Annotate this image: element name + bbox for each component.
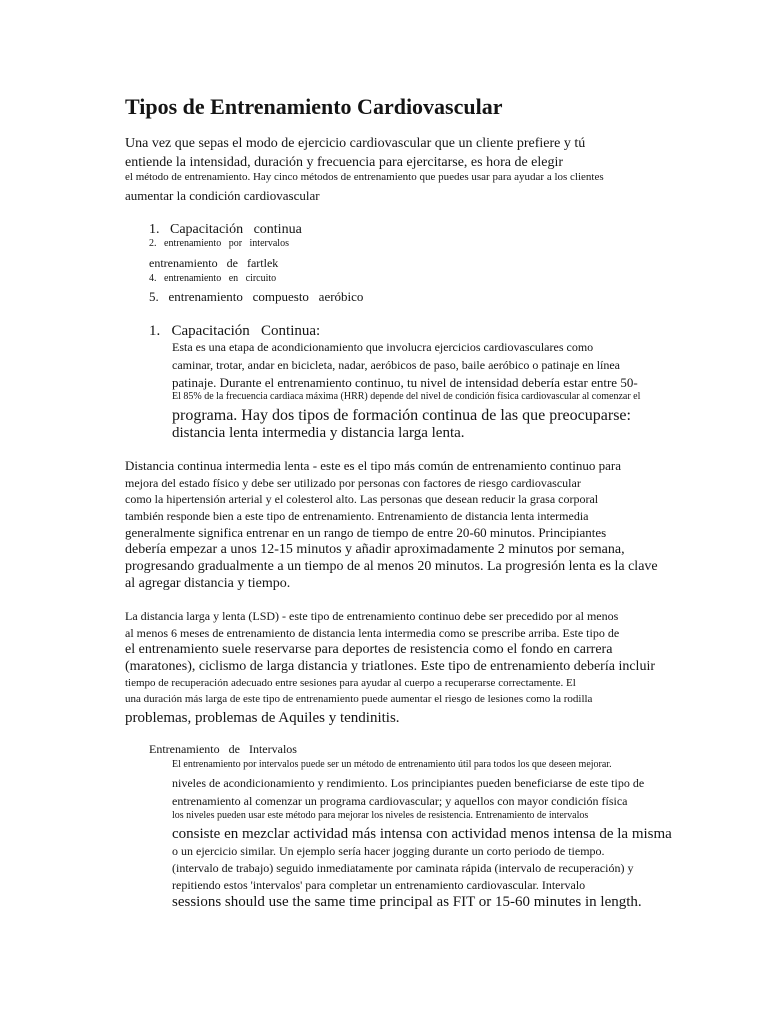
intervals-line: sessions should use the same time principal as FIT or 15-60 minutes in length. [172,894,642,910]
intervals-line: consiste en mezclar actividad más intensa con actividad menos intensa de la misma [172,826,672,842]
continuous-line: patinaje. Durante el entrenamiento continuo, tu nivel de intensidad debería estar entre 50- [172,375,638,390]
lsd-line: el entrenamiento suele reservarse para deportes de resistencia como el fondo en carrera [125,642,613,657]
continuous-line: distancia lenta intermedia y distancia larga lenta. [172,425,465,441]
continuous-line: Esta es una etapa de acondicionamiento que involucra ejercicios cardiovasculares como [172,340,594,354]
lsd-line: problemas, problemas de Aquiles y tendinitis. [125,710,400,726]
intro-line: aumentar la condición cardiovascular [125,188,320,203]
lsd-line: (maratones), ciclismo de larga distancia y triatlones. Este tipo de entrenamiento debería incluir [125,659,655,674]
intermediate-line: generalmente significa entrenar en un rango de tiempo de entre 20-60 minutos. Principiantes [125,525,607,540]
intermediate-line: también responde bien a este tipo de entrenamiento. Entrenamiento de distancia lenta intermedia [125,509,589,523]
intermediate-line: como la hipertensión arterial y el colesterol alto. Las personas que desean reducir la grasa corporal [125,492,599,506]
lsd-line: una duración más larga de este tipo de entrenamiento puede aumentar el riesgo de lesiones como la rodilla [125,693,593,705]
continuous-line: programa. Hay dos tipos de formación continua de las que preocuparse: [172,407,631,424]
lsd-line: La distancia larga y lenta (LSD) - este tipo de entrenamiento continuo debe ser precedido por al menos [125,609,619,623]
intervals-line: (intervalo de trabajo) seguido inmediatamente por caminata rápida (intervalo de recuperación) y [172,861,634,875]
intervals-line: El entrenamiento por intervalos puede ser un método de entrenamiento útil para todos los que deseen mejorar. [172,759,612,770]
continuous-line: El 85% de la frecuencia cardiaca máxima (HRR) depende del nivel de condición física cardiovascular al comenzar el [172,391,641,402]
intro-line: entiende la intensidad, duración y frecuencia para ejercitarse, es hora de elegir [125,155,564,170]
intermediate-line: debería empezar a unos 12-15 minutos y añadir aproximadamente 2 minutos por semana, [125,542,625,557]
intermediate-line: mejora del estado físico y debe ser utilizado por personas con factores de riesgo cardiovascular [125,476,581,490]
lsd-line: tiempo de recuperación adecuado entre sesiones para ayudar al cuerpo a recuperarse correctamente. El [125,677,576,689]
method-list-item: 5. entrenamiento compuesto aeróbico [149,289,364,304]
intro-line: Una vez que sepas el modo de ejercicio cardiovascular que un cliente prefiere y tú [125,136,586,151]
intermediate-line: al agregar distancia y tiempo. [125,576,291,591]
intermediate-line: Distancia continua intermedia lenta - este es el tipo más común de entrenamiento continuo para [125,458,621,473]
lsd-line: al menos 6 meses de entrenamiento de distancia lenta intermedia como se prescribe arriba. Este tipo de [125,626,620,640]
method-list-item: 4. entrenamiento en circuito [149,273,277,284]
page-title: Tipos de Entrenamiento Cardiovascular [125,94,503,119]
intervals-line: los niveles pueden usar este método para mejorar los niveles de resistencia. Entrenamiento de intervalos [172,810,589,821]
intervals-line: entrenamiento al comenzar un programa cardiovascular; y aquellos con mayor condición física [172,794,628,808]
method-list-item: entrenamiento de fartlek [149,256,279,270]
section-heading-continuous: 1. Capacitación Continua: [149,323,321,339]
section-heading-intervals: Entrenamiento de Intervalos [149,742,297,756]
intro-line: el método de entrenamiento. Hay cinco métodos de entrenamiento que puedes usar para ayudar a los clientes [125,171,604,183]
intervals-line: o un ejercicio similar. Un ejemplo sería hacer jogging durante un corto periodo de tiempo. [172,844,605,858]
continuous-line: caminar, trotar, andar en bicicleta, nadar, aeróbicos de paso, baile aeróbico o patinaje en línea [172,358,621,372]
intervals-line: niveles de acondicionamiento y rendimiento. Los principiantes pueden beneficiarse de este tipo de [172,776,645,790]
method-list-item: 2. entrenamiento por intervalos [149,238,289,249]
intervals-line: repitiendo estos 'intervalos' para completar un entrenamiento cardiovascular. Intervalo [172,878,586,892]
intermediate-line: progresando gradualmente a un tiempo de al menos 20 minutos. La progresión lenta es la clave [125,559,658,574]
method-list-item: 1. Capacitación continua [149,222,302,237]
